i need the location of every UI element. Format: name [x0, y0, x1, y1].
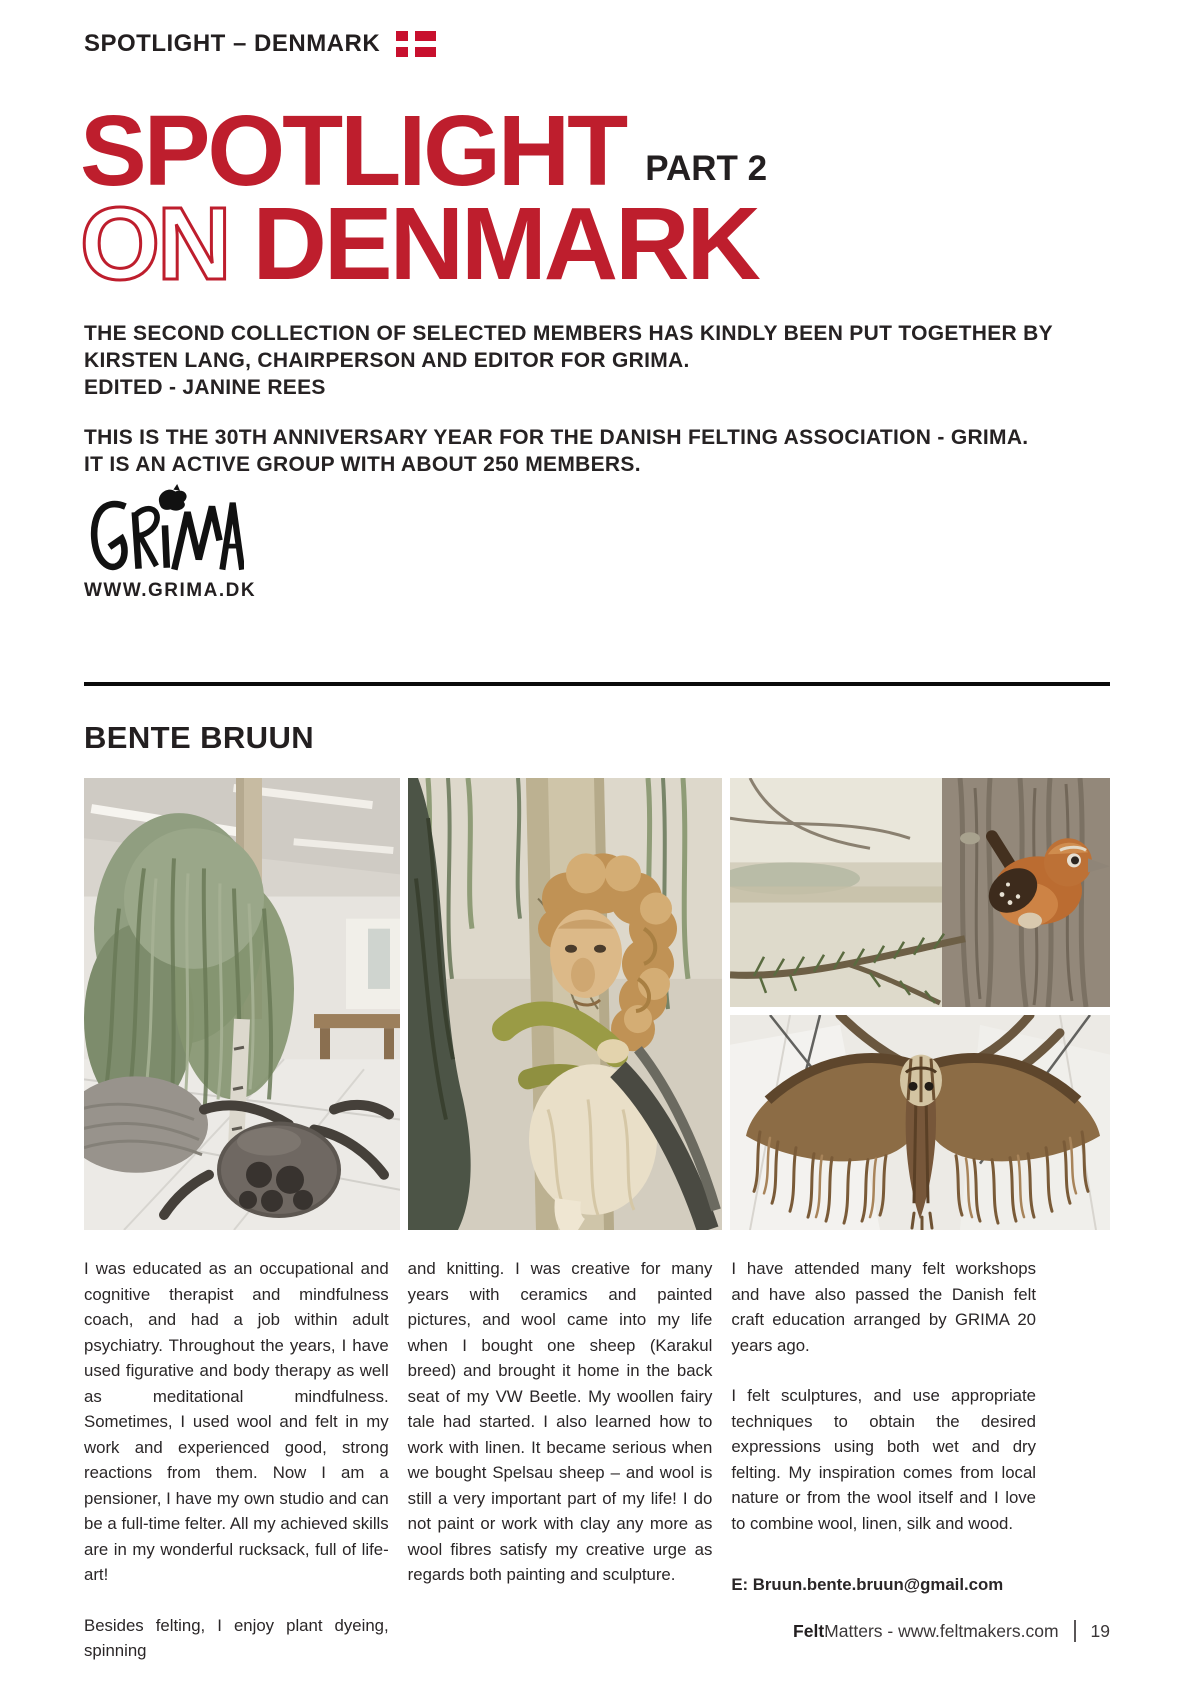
text-column-1: [84, 1256, 389, 1684]
photo-troll-image: [408, 778, 722, 1230]
magazine-title-rest: Matters - www.feltmakers.com: [824, 1620, 1059, 1641]
page-title: [80, 95, 768, 301]
grima-logo-image: [84, 484, 244, 578]
photo-owl-image: [730, 1015, 1110, 1230]
photo-right-column: [730, 778, 1110, 1230]
page-eyebrow: [84, 30, 436, 58]
paragraph: Besides felting, I enjoy plant dyeing, spinning: [84, 1615, 389, 1660]
photo-grid: [84, 778, 1110, 1230]
magazine-title-bold: Felt: [793, 1620, 825, 1641]
section-divider: [84, 682, 1110, 686]
paragraph: I was educated as an occupational and cognitive therapist and mindfulness coach, and had a job within adult psychiatry. Throughout the years, I have used figurative and body therapy as well as meditational mindfulness. Sometimes, I used wool and felt in my work and experienced good, strong reactions from them. Now I am a pensioner, I have my own studio and can be a full-time felter. All my achieved skills are in my wonderful rucksack, full of life-art!: [84, 1259, 389, 1584]
paragraph: I have attended many felt workshops and have also passed the Danish felt craft education arranged by GRIMA 20 years ago.: [731, 1259, 1037, 1355]
paragraph: I felt sculptures, and use appropriate techniques to obtain the desired expressions using both wet and dry felting. My inspiration comes from local nature or from the wool itself and I love to combine wool, linen, silk and wood.: [731, 1386, 1037, 1533]
artist-email: E: Bruun.bente.bruun@gmail.com: [731, 1575, 1004, 1594]
magazine-title: [793, 1621, 1058, 1642]
intro-paragraph-1: [84, 320, 1053, 401]
grima-logo: [84, 484, 244, 580]
page-footer: [793, 1620, 1110, 1642]
title-part-label: PART 2: [645, 149, 768, 188]
footer-divider: [1074, 1620, 1076, 1642]
intro-line: KIRSTEN LANG, CHAIRPERSON AND EDITOR FOR GRIMA.: [84, 349, 690, 372]
artist-name-heading: BENTE BRUUN: [84, 720, 315, 755]
intro-line: THE SECOND COLLECTION OF SELECTED MEMBERS HAS KINDLY BEEN PUT TOGETHER BY: [84, 322, 1053, 345]
photo-willow-tree-studio: [84, 778, 400, 1230]
intro-line: EDITED - JANINE REES: [84, 376, 326, 399]
eyebrow-label: SPOTLIGHT – DENMARK: [84, 30, 381, 57]
photo-felted-bird: [730, 778, 1110, 1007]
title-line2-outline: ON: [80, 186, 229, 301]
photo-willow-tree-image: [84, 778, 400, 1230]
danish-flag-icon: [396, 31, 436, 57]
title-line1: SPOTLIGHT: [80, 95, 626, 207]
intro-line: IT IS AN ACTIVE GROUP WITH ABOUT 250 MEMBERS.: [84, 453, 641, 476]
grima-website: WWW.GRIMA.DK: [84, 580, 257, 601]
title-line2-solid: DENMARK: [252, 186, 758, 301]
photo-bird-image: [730, 778, 1110, 1007]
paragraph: and knitting. I was creative for many years with ceramics and painted pictures, and wool came into my life when I bought one sheep (Karakul breed) and brought it home in the back seat of my VW Beetle. My woollen fairy tale had started. I also learned how to work with linen. It became serious when we bought Spelsau sheep – and wool is still a very important part of my life! I do not paint or work with clay any more as wool fibres satisfy my creative urge as regards both painting and sculpture.: [407, 1259, 713, 1584]
photo-troll-hugging-tree: [408, 778, 722, 1230]
text-column-2: [408, 1256, 713, 1684]
photo-felted-owl: [730, 1015, 1110, 1230]
intro-paragraph-2: [84, 424, 1028, 478]
page-number: 19: [1090, 1620, 1110, 1641]
intro-line: THIS IS THE 30TH ANNIVERSARY YEAR FOR THE DANISH FELTING ASSOCIATION - GRIMA.: [84, 426, 1029, 449]
